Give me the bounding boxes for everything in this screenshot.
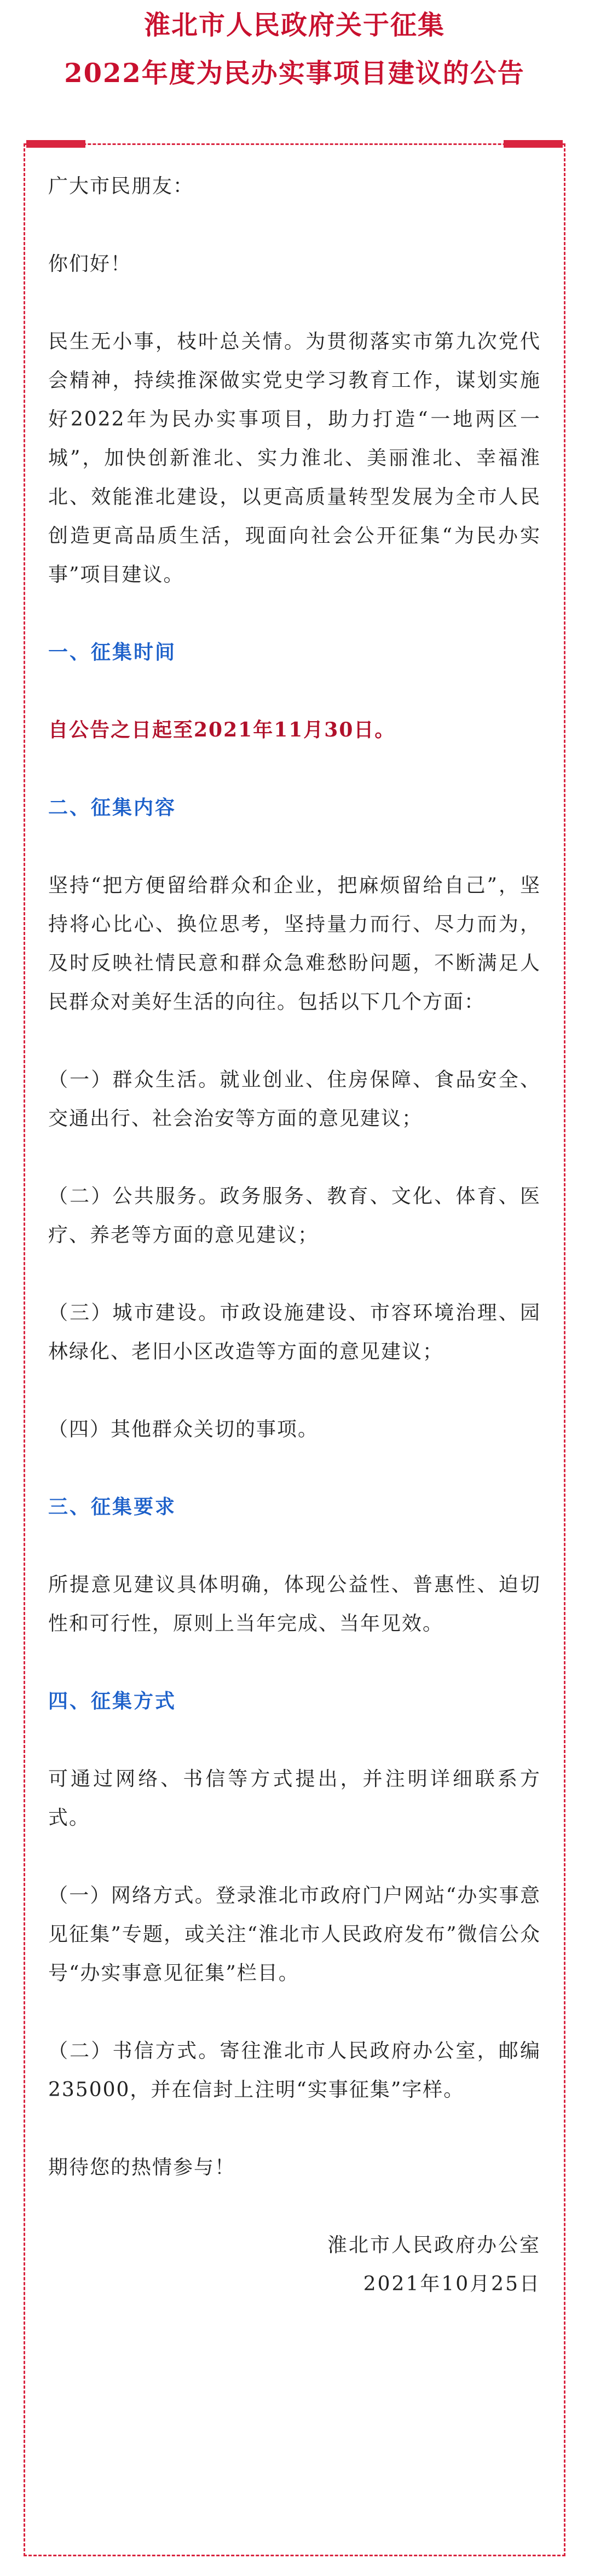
- section4-item2: （二）书信方式。寄往淮北市人民政府办公室，邮编235000，并在信封上注明“实事征集”字样。: [48, 2040, 541, 2101]
- section2-item2: （二）公共服务。政务服务、教育、文化、体育、医疗、养老等方面的意见建议；: [48, 1185, 541, 1246]
- right-corner-bar: [504, 140, 563, 148]
- greeting: 广大市民朋友：: [48, 175, 194, 198]
- signature-date: 2021年10月25日: [363, 2273, 541, 2295]
- section4-intro: 可通过网络、书信等方式提出，并注明详细联系方式。: [48, 1768, 541, 1829]
- section4-heading: 四、征集方式: [48, 1690, 177, 1713]
- section2-intro: 坚持“把方便留给群众和企业，把麻烦留给自己”，坚持将心比心、换位思考，坚持量力而行、尽力而为，及时反映社情民意和群众急难愁盼问题，不断满足人民群众对美好生活的向往。包括以下几个方面：: [48, 874, 541, 1013]
- section2-item1: （一）群众生活。就业创业、住房保障、食品安全、交通出行、社会治安等方面的意见建议；: [48, 1069, 541, 1130]
- left-corner-bar: [26, 140, 85, 148]
- section1-text: 自公告之日起至2021年11月30日。: [48, 718, 396, 741]
- closing-line: 期待您的热情参与！: [48, 2156, 236, 2179]
- section2-item4: （四）其他群众关切的事项。: [48, 1418, 319, 1441]
- section2-heading: 二、征集内容: [48, 796, 177, 819]
- section2-item3: （三）城市建设。市政设施建设、市容环境治理、园林绿化、老旧小区改造等方面的意见建议；: [48, 1302, 541, 1363]
- signature-org: 淮北市人民政府办公室: [327, 2234, 541, 2256]
- section3-text: 所提意见建议具体明确，体现公益性、普惠性、迫切性和可行性，原则上当年完成、当年见效。: [48, 1574, 541, 1635]
- section3-heading: 三、征集要求: [48, 1495, 177, 1518]
- title-line-1: 淮北市人民政府关于征集: [143, 10, 445, 40]
- section1-heading: 一、征集时间: [48, 641, 177, 664]
- title-line-2: 2022年度为民办实事项目建议的公告: [64, 58, 525, 89]
- notice-header: [0, 0, 589, 89]
- section4-item1: （一）网络方式。登录淮北市政府门户网站“办实事意见征集”专题，或关注“淮北市人民政府发布”微信公众号“办实事意见征集”栏目。: [48, 1884, 541, 1985]
- intro-paragraph: 民生无小事，枝叶总关情。为贯彻落实市第九次党代会精神，持续推深做实党史学习教育工作，谋划实施好2022年为民办实事项目，助力打造“一地两区一城”，加快创新淮北、实力淮北、美丽淮北、幸福淮北、效能淮北建设，以更高质量转型发展为全市人民创造更高品质生活，现面向社会公开征集“为民办实事”项目建议。: [48, 330, 541, 586]
- notice-body: [48, 167, 541, 2304]
- hello-line: 你们好！: [48, 253, 132, 275]
